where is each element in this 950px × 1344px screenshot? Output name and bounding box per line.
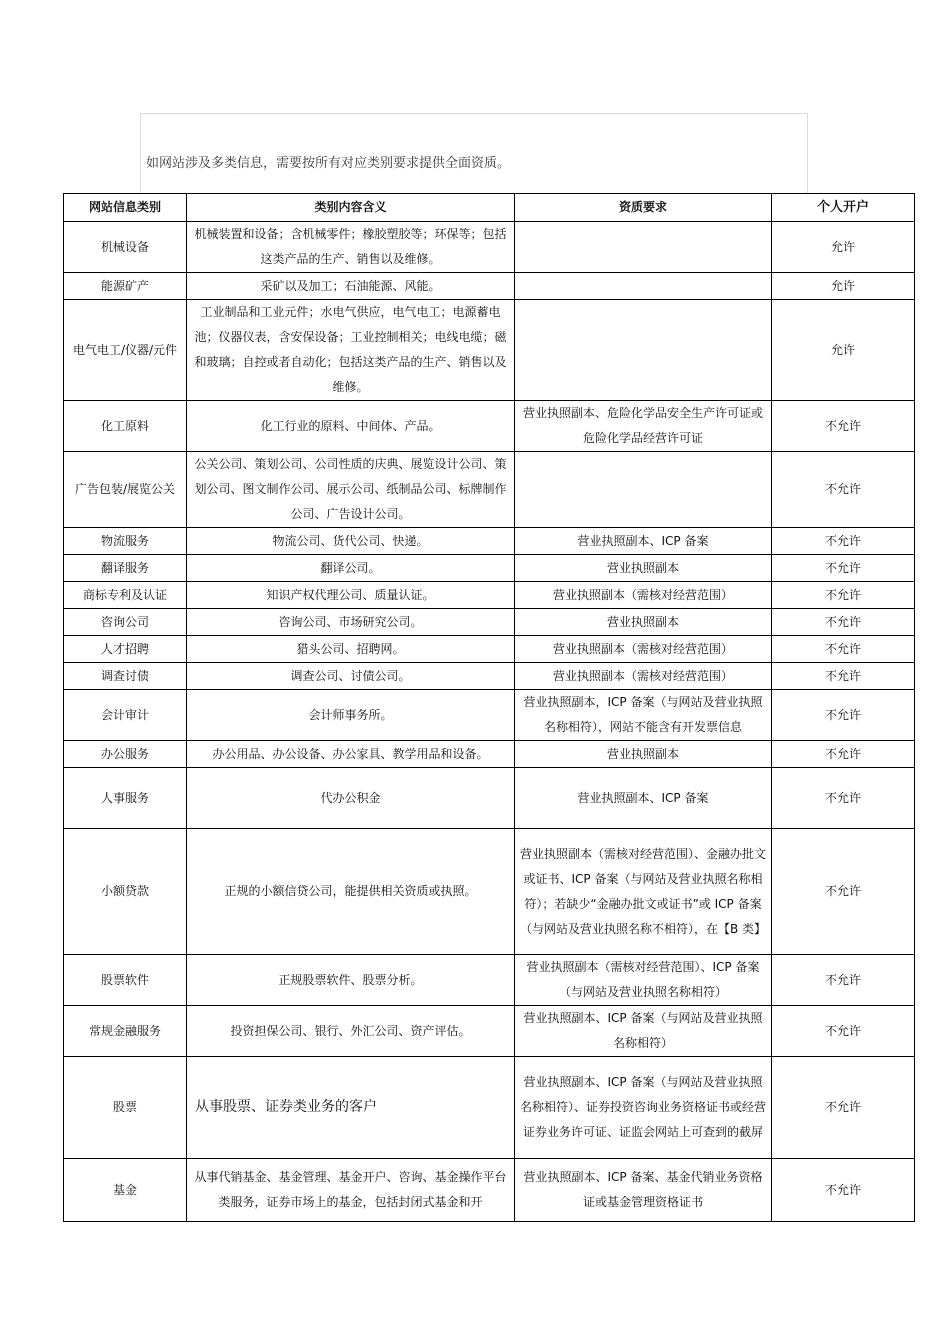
cell-description: 猎头公司、招聘网。 <box>187 636 515 663</box>
qualification-table <box>63 193 915 1222</box>
table-row <box>64 452 915 528</box>
table-row <box>64 1057 915 1159</box>
cell-category: 常规金融服务 <box>64 1006 187 1057</box>
cell-personal: 不允许 <box>772 768 915 829</box>
cell-category: 股票 <box>64 1057 187 1159</box>
cell-description: 正规的小额信贷公司，能提供相关资质或执照。 <box>187 829 515 955</box>
cell-category: 化工原料 <box>64 401 187 452</box>
table-row <box>64 741 915 768</box>
cell-category: 股票软件 <box>64 955 187 1006</box>
cell-requirement: 营业执照副本（需核对经营范围）、金融办批文或证书、ICP 备案（与网站及营业执照名称相符）；若缺少“金融办批文或证书”或 ICP 备案（与网站及营业执照名称不相符），在【B 类】 <box>515 829 772 955</box>
cell-category: 调查讨债 <box>64 663 187 690</box>
cell-description: 化工行业的原料、中间体、产品。 <box>187 401 515 452</box>
cell-personal: 不允许 <box>772 401 915 452</box>
cell-personal: 不允许 <box>772 452 915 528</box>
cell-description: 物流公司、货代公司、快递。 <box>187 528 515 555</box>
cell-personal: 不允许 <box>772 528 915 555</box>
cell-description: 翻译公司。 <box>187 555 515 582</box>
cell-personal: 不允许 <box>772 663 915 690</box>
cell-personal: 不允许 <box>772 690 915 741</box>
note-text: 如网站涉及多类信息，需要按所有对应类别要求提供全面资质。 <box>146 156 511 171</box>
cell-category: 基金 <box>64 1159 187 1222</box>
cell-category: 电气电工/仪器/元件 <box>64 300 187 401</box>
table-row <box>64 555 915 582</box>
cell-personal: 允许 <box>772 300 915 401</box>
cell-description: 投资担保公司、银行、外汇公司、资产评估。 <box>187 1006 515 1057</box>
table-row <box>64 1159 915 1222</box>
cell-requirement <box>515 452 772 528</box>
table-row <box>64 663 915 690</box>
cell-description: 从事代销基金、基金管理、基金开户、咨询、基金操作平台类服务，证券市场上的基金，包括封闭式基金和开 <box>187 1159 515 1222</box>
cell-requirement: 营业执照副本（需核对经营范围）、ICP 备案（与网站及营业执照名称相符） <box>515 955 772 1006</box>
header-requirement: 资质要求 <box>515 194 772 222</box>
cell-description: 公关公司、策划公司、公司性质的庆典、展览设计公司、策划公司、图文制作公司、展示公司、纸制品公司、标牌制作公司、广告设计公司。 <box>187 452 515 528</box>
header-description: 类别内容含义 <box>187 194 515 222</box>
cell-requirement: 营业执照副本（需核对经营范围） <box>515 636 772 663</box>
cell-personal: 不允许 <box>772 1057 915 1159</box>
table-row <box>64 273 915 300</box>
table-row <box>64 1006 915 1057</box>
header-category: 网站信息类别 <box>64 194 187 222</box>
cell-personal: 不允许 <box>772 609 915 636</box>
cell-requirement: 营业执照副本、ICP 备案（与网站及营业执照名称相符）、证券投资咨询业务资格证书或经营证券业务许可证、证监会网站上可查到的截屏 <box>515 1057 772 1159</box>
table-row <box>64 582 915 609</box>
cell-personal: 不允许 <box>772 955 915 1006</box>
cell-personal: 允许 <box>772 222 915 273</box>
cell-description: 从事股票、证券类业务的客户 <box>187 1057 515 1159</box>
cell-description: 采矿以及加工；石油能源、风能。 <box>187 273 515 300</box>
cell-description: 机械装置和设备；含机械零件；橡胶塑胶等；环保等；包括这类产品的生产、销售以及维修。 <box>187 222 515 273</box>
table-row <box>64 609 915 636</box>
table-row <box>64 401 915 452</box>
cell-description: 办公用品、办公设备、办公家具、教学用品和设备。 <box>187 741 515 768</box>
table-row <box>64 636 915 663</box>
cell-requirement: 营业执照副本、危险化学品安全生产许可证或危险化学品经营许可证 <box>515 401 772 452</box>
cell-personal: 不允许 <box>772 1006 915 1057</box>
cell-requirement: 营业执照副本 <box>515 741 772 768</box>
cell-requirement: 营业执照副本、ICP 备案 <box>515 768 772 829</box>
cell-description: 咨询公司、市场研究公司。 <box>187 609 515 636</box>
cell-category: 能源矿产 <box>64 273 187 300</box>
cell-description: 知识产权代理公司、质量认证。 <box>187 582 515 609</box>
cell-personal: 不允许 <box>772 1159 915 1222</box>
cell-requirement <box>515 273 772 300</box>
table-row <box>64 829 915 955</box>
cell-requirement <box>515 300 772 401</box>
cell-category: 人事服务 <box>64 768 187 829</box>
cell-requirement: 营业执照副本（需核对经营范围） <box>515 582 772 609</box>
cell-category: 物流服务 <box>64 528 187 555</box>
cell-personal: 允许 <box>772 273 915 300</box>
table-row <box>64 300 915 401</box>
cell-requirement: 营业执照副本 <box>515 609 772 636</box>
cell-category: 小额贷款 <box>64 829 187 955</box>
cell-personal: 不允许 <box>772 636 915 663</box>
table-row <box>64 690 915 741</box>
cell-description: 调查公司、讨债公司。 <box>187 663 515 690</box>
cell-description: 代办公积金 <box>187 768 515 829</box>
cell-category: 广告包装/展览公关 <box>64 452 187 528</box>
header-personal: 个人开户 <box>772 194 915 222</box>
table-row <box>64 528 915 555</box>
cell-description: 正规股票软件、股票分析。 <box>187 955 515 1006</box>
cell-description: 工业制品和工业元件；水电气供应，电气电工；电源蓄电池；仪器仪表，含安保设备；工业控制相关；电线电缆；磁和玻璃；自控或者自动化；包括这类产品的生产、销售以及维修。 <box>187 300 515 401</box>
cell-personal: 不允许 <box>772 829 915 955</box>
cell-requirement: 营业执照副本（需核对经营范围） <box>515 663 772 690</box>
cell-personal: 不允许 <box>772 741 915 768</box>
cell-personal: 不允许 <box>772 555 915 582</box>
cell-category: 会计审计 <box>64 690 187 741</box>
table-row <box>64 222 915 273</box>
cell-category: 商标专利及认证 <box>64 582 187 609</box>
note-box <box>140 113 808 193</box>
cell-category: 机械设备 <box>64 222 187 273</box>
cell-requirement <box>515 222 772 273</box>
cell-category: 翻译服务 <box>64 555 187 582</box>
table-row <box>64 768 915 829</box>
cell-category: 咨询公司 <box>64 609 187 636</box>
cell-requirement: 营业执照副本、ICP 备案（与网站及营业执照名称相符） <box>515 1006 772 1057</box>
table-row <box>64 955 915 1006</box>
header-row <box>64 194 915 222</box>
cell-requirement: 营业执照副本，ICP 备案（与网站及营业执照名称相符），网站不能含有开发票信息 <box>515 690 772 741</box>
cell-category: 人才招聘 <box>64 636 187 663</box>
cell-requirement: 营业执照副本、ICP 备案、基金代销业务资格证或基金管理资格证书 <box>515 1159 772 1222</box>
cell-requirement: 营业执照副本 <box>515 555 772 582</box>
cell-description: 会计师事务所。 <box>187 690 515 741</box>
cell-personal: 不允许 <box>772 582 915 609</box>
cell-category: 办公服务 <box>64 741 187 768</box>
cell-requirement: 营业执照副本、ICP 备案 <box>515 528 772 555</box>
